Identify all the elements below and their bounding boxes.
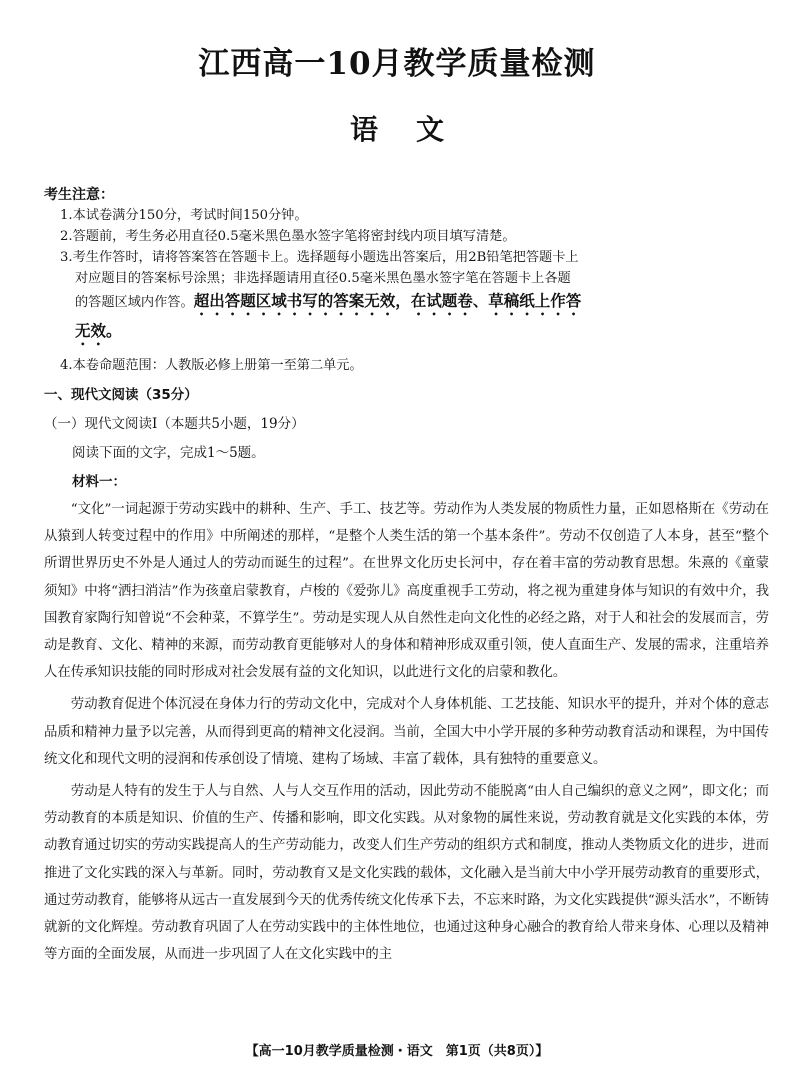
passage-paragraph-2: 劳动教育促进个体沉浸在身体力行的劳动文化中，完成对个人身体机能、工艺技能、知识水平的提升，并对个体的意志品质和精神力量予以完善，从而得到更高的精神文化浸润。当前，全国大中小学开展的多种劳动教育活动和课程，为中国传统文化和现代文明的浸润和传承创设了情境、建构了场域、丰富了载体，具有独特的重要意义。	[44, 697, 769, 767]
subsection-heading: （一）现代文阅读Ⅰ（本题共5小题，19分）	[44, 416, 305, 432]
notice-item-3-cont-2	[60, 289, 750, 319]
notice-item-1: 1.本试卷满分150分，考试时间150分钟。	[60, 208, 308, 223]
notice-emphasis-text: 超出答题区域书写的答案无效，在试题卷、草稿纸上作答	[193, 292, 582, 310]
notice-emphasis-end: 无效。	[75, 322, 122, 340]
reading-instruction: 阅读下面的文字，完成1～5题。	[72, 445, 265, 461]
notice-item-3: 3.考生作答时，请将答案答在答题卡上。选择题每小题选出答案后，用2B铅笔把答题卡上	[60, 250, 579, 265]
notice-item-4: 4.本卷命题范围：人教版必修上册第一至第二单元。	[60, 358, 363, 373]
notice-item-3-cont: 对应题目的答案标号涂黑；非选择题请用直径0.5毫米黑色墨水签字笔在答题卡上各题	[75, 271, 571, 286]
material-label: 材料一：	[72, 474, 126, 490]
exam-title: 江西高一10月教学质量检测	[198, 46, 596, 82]
notice-item-3-prefix: 的答题区域内作答。	[75, 295, 194, 310]
passage-paragraph-3: 劳动是人特有的发生于人与自然、人与人交互作用的活动，因此劳动不能脱离“由人自己编织的意义之网”，即文化；而劳动教育的本质是知识、价值的生产、传播和影响，即文化实践。从对象物的属性来说，劳动教育就是文化实践的本体，劳动教育通过切实的劳动实践提高人的生产劳动能力，改变人们生产劳动的组织方式和制度，推动人类物质文化的进步，进而推进了文化实践的深入与革新。同时，劳动教育又是文化实践的载体，文化融入是当前大中小学开展劳动教育的重要形式，通过劳动教育，能够将从远古一直发展到今天的优秀传统文化传承下去，不忘来时路，为文化实践提供“源头活水”，不断铸就新的文化辉煌。劳动教育巩固了人在劳动实践中的主体性地位，也通过这种身心融合的教育给人带来身体、心理以及精神等方面的全面发展，从而进一步巩固了人在文化实践中的主	[44, 784, 769, 963]
notice-item-3-cont-3	[60, 319, 750, 349]
reading-passage	[44, 496, 769, 973]
notice-list	[60, 205, 750, 376]
notice-heading: 考生注意：	[44, 187, 114, 203]
passage-paragraph-1: “文化”一词起源于劳动实践中的耕种、生产、手工、技艺等。劳动作为人类发展的物质性力量，正如恩格斯在《劳动在从猿到人转变过程中的作用》中所阐述的那样，“是整个人类生活的第一个基本条件”。劳动不仅创造了人本身，甚至“整个所谓世界历史不外是人通过人的劳动而诞生的过程”。在世界文化历史长河中，存在着丰富的劳动教育思想。朱熹的《童蒙须知》中将“洒扫消洁”作为孩童启蒙教育，卢梭的《爱弥儿》高度重视手工劳动，将之视为重建身体与知识的有效中介，我国教育家陶行知曾说“不会种菜，不算学生”。劳动是实现人从自然性走向文化性的必经之路，对于人和社会的发展而言，劳动是教育、文化、精神的来源，而劳动教育更能够对人的身体和精神形成双重引领，使人直面生产、发展的需求，注重培养人在传承知识技能的同时形成对社会发展有益的文化知识，以此进行文化的启蒙和教化。	[44, 502, 769, 681]
subject-title: 语文	[349, 113, 482, 146]
notice-item-2: 2.答题前，考生务必用直径0.5毫米黑色墨水签字笔将密封线内项目填写清楚。	[60, 229, 516, 244]
section-heading: 一、现代文阅读（35分）	[44, 387, 198, 403]
page-footer: 【高一10月教学质量检测・语文 第1页（共8页）】	[245, 1044, 549, 1059]
